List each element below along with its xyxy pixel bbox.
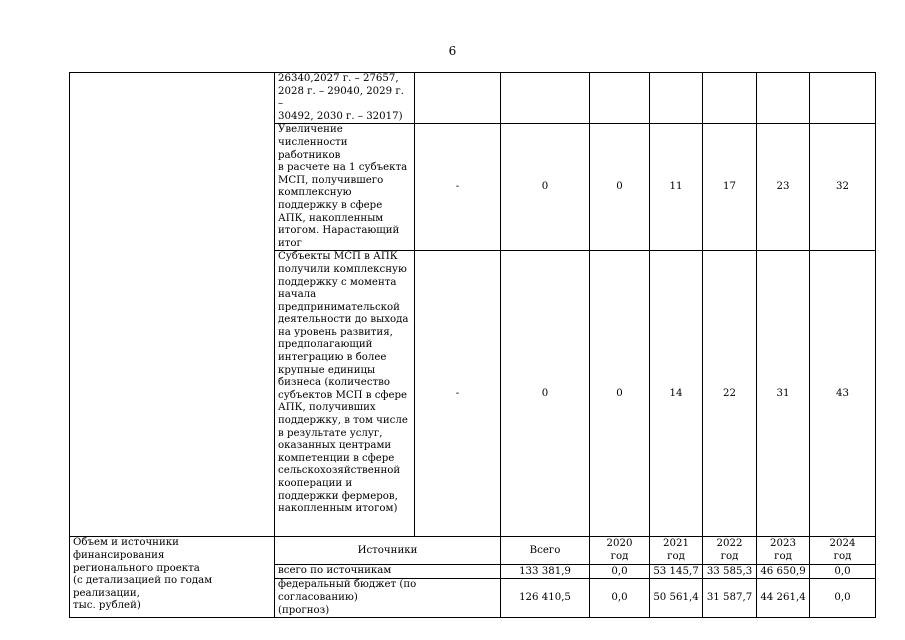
year-value: 0,0: [590, 565, 650, 579]
year-value: 53 145,7: [650, 565, 703, 579]
year-value: 0,0: [810, 565, 876, 579]
indicator-value: 23: [757, 124, 810, 251]
total-value: 133 381,9: [501, 565, 590, 579]
indicator-value: [590, 73, 650, 124]
year-header: 2024 год: [810, 537, 876, 565]
year-value: 46 650,9: [757, 565, 810, 579]
year-header: 2022 год: [703, 537, 757, 565]
source-name: федеральный бюджет (по согласованию) (прогноз): [275, 579, 501, 618]
indicator-text: Субъекты МСП в АПК получили комплексную поддержку с момента начала предпринимательской деятельности до выхода на уровень развития, предполагающий интеграцию в более крупные единицы бизнеса (количество субъектов МСП в сфере АПК, получивших поддержку, в том числе в результате услуг, оказанных центрами компетенции в сфере сельскохозяйственной кооперации и поддержки фермеров, накопленным итогом): [275, 251, 415, 537]
page-number: 6: [448, 44, 457, 58]
indicator-value: [757, 73, 810, 124]
indicator-value: 17: [703, 124, 757, 251]
year-value: 44 261,4: [757, 579, 810, 618]
year-value: 0,0: [810, 579, 876, 618]
indicator-value: 22: [703, 251, 757, 537]
indicator-value: [415, 73, 501, 124]
empty-label-cell: [70, 73, 275, 537]
indicator-value: [650, 73, 703, 124]
total-header: Всего: [501, 537, 590, 565]
indicator-value: [810, 73, 876, 124]
indicator-text: Увеличение численности работников в расчете на 1 субъекта МСП, получившего комплексную поддержку в сфере АПК, накопленным итогом. Нарастающий итог: [275, 124, 415, 251]
indicator-value: 0: [501, 124, 590, 251]
source-name: всего по источникам: [275, 565, 501, 579]
year-header: 2023 год: [757, 537, 810, 565]
indicator-value: [703, 73, 757, 124]
passport-table: [69, 72, 876, 618]
table-row: [70, 73, 876, 124]
indicator-value: 14: [650, 251, 703, 537]
financing-header-row: [70, 537, 876, 565]
financing-label: Объем и источники финансирования регионального проекта (с детализацией по годам реализации, тыс. рублей): [70, 537, 275, 618]
indicator-text: 26340,2027 г. – 27657, 2028 г. – 29040, 2029 г. – 30492, 2030 г. – 32017): [275, 73, 415, 124]
sources-header: Источники: [275, 537, 501, 565]
indicator-value: 0: [501, 251, 590, 537]
year-header: 2021 год: [650, 537, 703, 565]
indicator-value: 43: [810, 251, 876, 537]
total-value: 126 410,5: [501, 579, 590, 618]
indicator-value: 11: [650, 124, 703, 251]
indicator-value: 0: [590, 251, 650, 537]
year-header: 2020 год: [590, 537, 650, 565]
year-value: 0,0: [590, 579, 650, 618]
indicator-value: -: [415, 124, 501, 251]
indicator-value: -: [415, 251, 501, 537]
year-value: 33 585,3: [703, 565, 757, 579]
indicator-value: [501, 73, 590, 124]
year-value: 50 561,4: [650, 579, 703, 618]
indicator-value: 0: [590, 124, 650, 251]
year-value: 31 587,7: [703, 579, 757, 618]
indicator-value: 32: [810, 124, 876, 251]
indicator-value: 31: [757, 251, 810, 537]
